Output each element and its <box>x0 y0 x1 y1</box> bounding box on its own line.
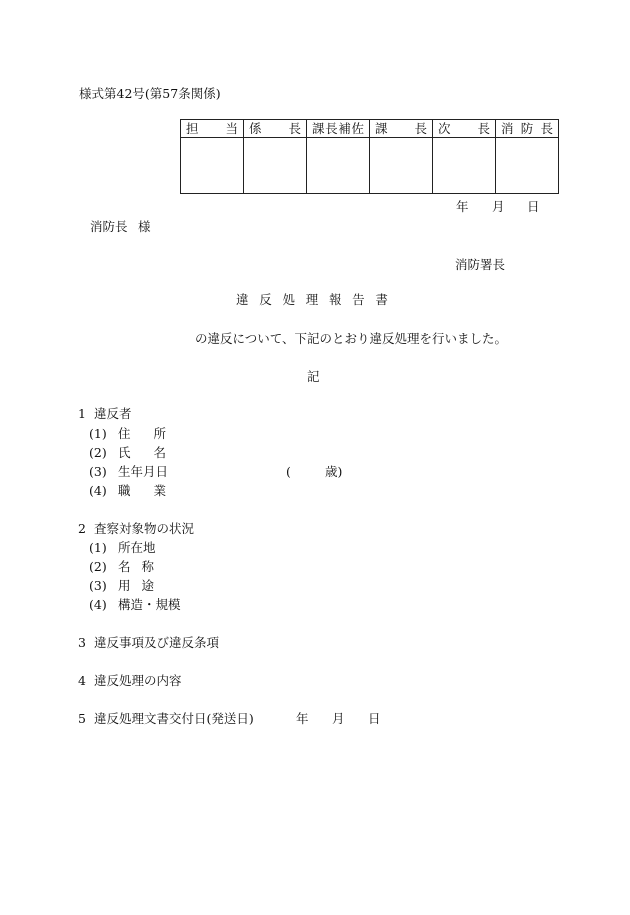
report-date-month: 月 <box>492 199 505 214</box>
stamp-cell-tanto <box>181 138 244 194</box>
form-number: 様式第42号(第57条関係) <box>79 86 221 101</box>
s2-item-1-label: 所在地 <box>118 540 156 555</box>
section-3-title: 違反事項及び違反条項 <box>94 635 220 650</box>
stamp-cell-kakaricho <box>244 138 307 194</box>
stamp-header-kacho: 課 長 <box>370 120 433 138</box>
section-4-title: 違反処理の内容 <box>94 673 182 688</box>
s2-item-3-number: (3) <box>89 578 107 593</box>
section-5-number: 5 <box>78 711 86 726</box>
s2-item-1-number: (1) <box>89 540 107 555</box>
s2-item-2-number: (2) <box>89 559 107 574</box>
s1-item-4-label: 職 業 <box>118 483 166 498</box>
s2-item-4-label: 構造・規模 <box>118 597 181 612</box>
stamp-cell-jicho <box>433 138 496 194</box>
s2-item-2-label: 名 称 <box>118 559 154 574</box>
intro-sentence: の違反について、下記のとおり違反処理を行いました。 <box>195 331 508 346</box>
stamp-cell-shobocho <box>496 138 559 194</box>
stamp-header-kakaricho: 係 長 <box>244 120 307 138</box>
delivery-date-month: 月 <box>332 711 345 726</box>
section-3-number: 3 <box>78 635 86 650</box>
stamp-cell-kacho <box>370 138 433 194</box>
delivery-date-day: 日 <box>368 711 381 726</box>
section-1-title: 違反者 <box>94 406 132 421</box>
report-date-year: 年 <box>456 199 469 214</box>
section-1-number: 1 <box>78 406 86 421</box>
stamp-header-shobocho: 消 防 長 <box>496 120 559 138</box>
stamp-seal-row <box>181 138 559 194</box>
section-4-number: 4 <box>78 673 86 688</box>
stamp-header-row <box>181 120 559 138</box>
addressee-honorific: 様 <box>138 219 151 234</box>
stamp-cell-kachohosa <box>307 138 370 194</box>
ki-heading: 記 <box>307 369 320 384</box>
section-5-title: 違反処理文書交付日(発送日) <box>94 711 254 726</box>
s1-item-3-label: 生年月日 <box>118 464 169 479</box>
document-title: 違 反 処 理 報 告 書 <box>236 292 388 307</box>
addressee-title: 消防長 <box>90 219 128 234</box>
s1-item-1-label: 住 所 <box>118 426 166 441</box>
s2-item-3-label: 用 途 <box>118 578 154 593</box>
s1-item-4-number: (4) <box>89 483 107 498</box>
s1-item-2-label: 氏 名 <box>118 445 166 460</box>
sender-title: 消防署長 <box>455 257 506 272</box>
stamp-header-kachohosa: 課 長 補 佐 <box>307 120 370 138</box>
delivery-date-year: 年 <box>296 711 309 726</box>
section-2-number: 2 <box>78 521 86 536</box>
s1-item-2-number: (2) <box>89 445 107 460</box>
s1-item-1-number: (1) <box>89 426 107 441</box>
s1-item-3-number: (3) <box>89 464 107 479</box>
stamp-header-jicho: 次 長 <box>433 120 496 138</box>
s2-item-4-number: (4) <box>89 597 107 612</box>
section-2-title: 査察対象物の状況 <box>94 521 195 536</box>
stamp-header-tanto: 担 当 <box>181 120 244 138</box>
approval-stamp-table <box>180 119 559 194</box>
report-date-day: 日 <box>527 199 540 214</box>
age-paren-open: ( <box>286 464 291 479</box>
age-unit: 歳) <box>325 464 343 479</box>
